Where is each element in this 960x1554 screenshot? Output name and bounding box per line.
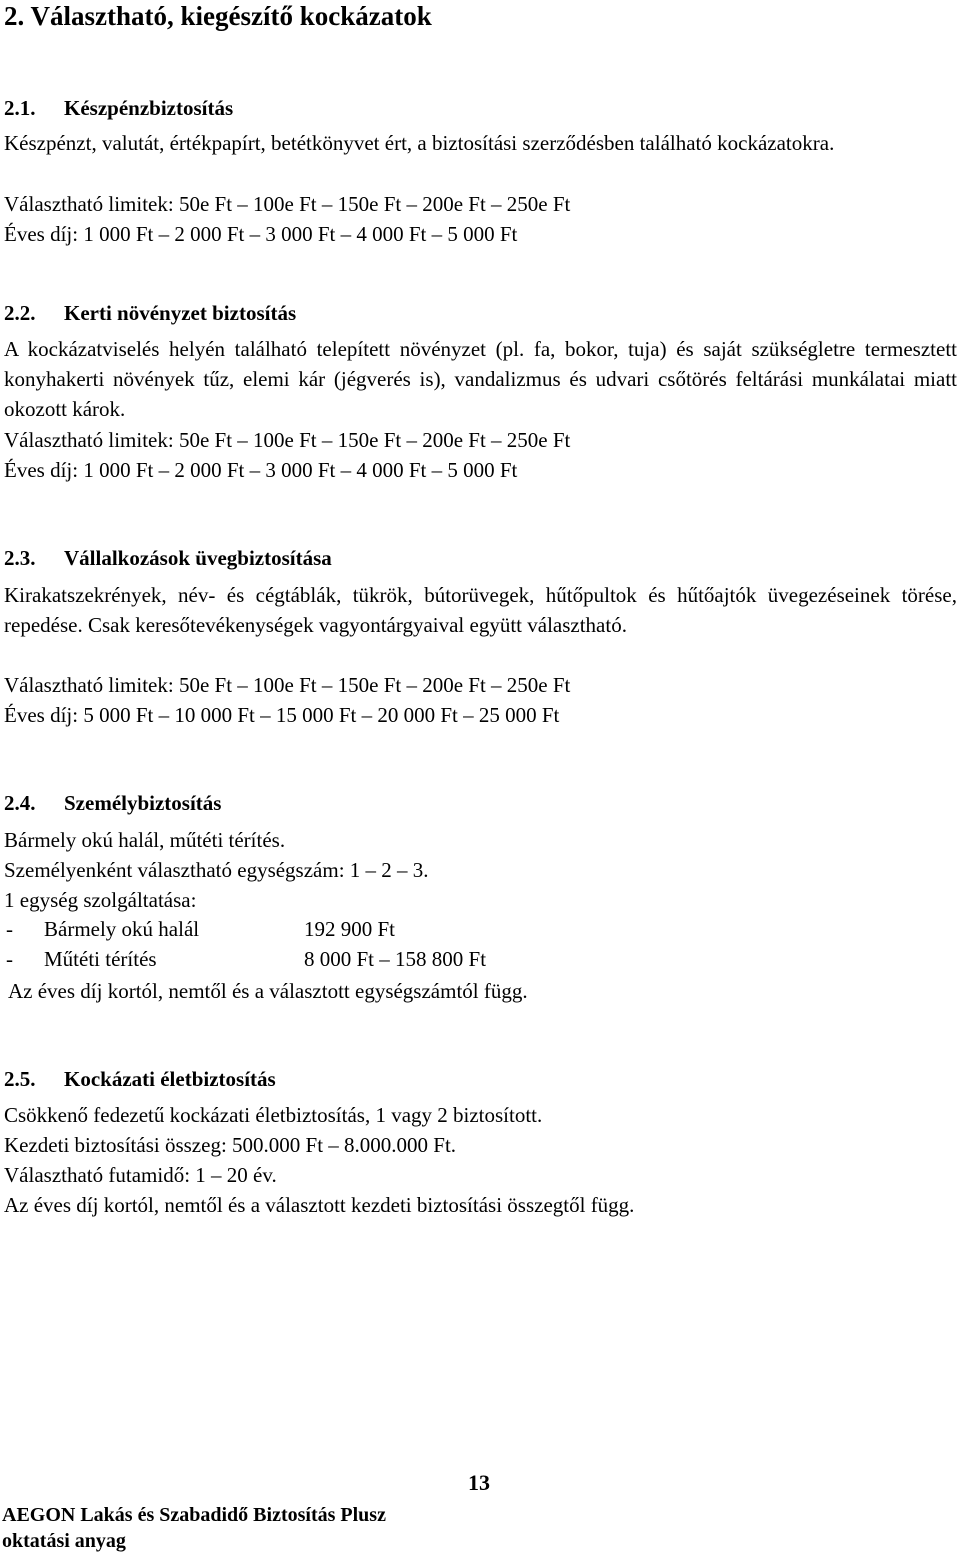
footer-title: AEGON Lakás és Szabadidő Biztosítás Plusz	[2, 1504, 386, 1526]
benefit-list	[6, 914, 486, 974]
section-2-1-heading	[4, 96, 233, 121]
section-title: Személybiztosítás	[64, 791, 222, 815]
section-number: 2.3.	[4, 546, 36, 570]
benefit-label: Műtéti térítés	[44, 947, 157, 971]
section-2-5-line-1: Csökkenő fedezetű kockázati életbiztosítás, 1 vagy 2 biztosított.	[4, 1103, 543, 1127]
section-2-5-line-4: Az éves díj kortól, nemtől és a választott kezdeti biztosítási összegtől függ.	[4, 1193, 635, 1217]
list-item	[6, 944, 486, 974]
section-2-3-fees: Éves díj: 5 000 Ft – 10 000 Ft – 15 000 Ft – 20 000 Ft – 25 000 Ft	[4, 703, 560, 727]
section-2-4-note: Az éves díj kortól, nemtől és a választott egységszámtól függ.	[8, 979, 528, 1003]
section-2-5-line-2: Kezdeti biztosítási összeg: 500.000 Ft – 8.000.000 Ft.	[4, 1133, 457, 1157]
section-number: 2.4.	[4, 791, 36, 815]
section-2-3-heading	[4, 546, 332, 571]
section-2-3-limits: Választható limitek: 50e Ft – 100e Ft – 150e Ft – 200e Ft – 250e Ft	[4, 673, 571, 697]
benefit-label: Bármely okú halál	[44, 917, 200, 941]
page-number: 13	[468, 1470, 490, 1495]
main-heading: 2. Választható, kiegészítő kockázatok	[4, 1, 432, 31]
section-2-5-line-3: Választható futamidő: 1 – 20 év.	[4, 1163, 277, 1187]
section-2-2-fees: Éves díj: 1 000 Ft – 2 000 Ft – 3 000 Ft – 4 000 Ft – 5 000 Ft	[4, 458, 518, 482]
section-title: Kerti növényzet biztosítás	[64, 301, 297, 325]
section-2-5-heading	[4, 1067, 276, 1092]
list-item	[6, 914, 486, 944]
footer-subtitle: oktatási anyag	[2, 1530, 126, 1552]
benefit-value: 192 900 Ft	[304, 917, 396, 941]
section-number: 2.5.	[4, 1067, 36, 1091]
section-2-1-fees: Éves díj: 1 000 Ft – 2 000 Ft – 3 000 Ft – 4 000 Ft – 5 000 Ft	[4, 222, 518, 246]
footer	[2, 1502, 386, 1554]
section-title: Vállalkozások üvegbiztosítása	[64, 546, 332, 570]
benefit-value: 8 000 Ft – 158 800 Ft	[304, 947, 487, 971]
section-2-4-heading	[4, 791, 221, 816]
section-2-2-limits: Választható limitek: 50e Ft – 100e Ft – 150e Ft – 200e Ft – 250e Ft	[4, 428, 571, 452]
section-2-1-description: Készpénzt, valutát, értékpapírt, betétkönyvet ért, a biztosítási szerződésben található kockázatokra.	[4, 131, 835, 155]
section-2-3-description: Kirakatszekrények, név- és cégtáblák, tükrök, bútorüvegek, hűtőpultok és hűtőajtók üvegezéseinek törése, repedése. Csak keresőtevékenységek vagyontárgyaival együtt választható.	[4, 583, 957, 637]
section-title: Kockázati életbiztosítás	[64, 1067, 276, 1091]
section-2-4-line-1: Bármely okú halál, műtéti térítés.	[4, 828, 286, 852]
section-title: Készpénzbiztosítás	[64, 96, 234, 120]
list-bullet: -	[6, 917, 13, 941]
section-number: 2.1.	[4, 96, 36, 120]
section-2-2-description: A kockázatviselés helyén található telepített növényzet (pl. fa, bokor, tuja) és saját szükségletre termesztett konyhakerti növények tűz, elemi kár (jégverés is), vandalizmus és udvari csőtörés feltárási munkálatai miatt okozott károk.	[4, 337, 957, 421]
section-2-2-heading	[4, 301, 296, 326]
list-bullet: -	[6, 947, 13, 971]
section-number: 2.2.	[4, 301, 36, 325]
section-2-1-limits: Választható limitek: 50e Ft – 100e Ft – 150e Ft – 200e Ft – 250e Ft	[4, 192, 571, 216]
section-2-4-line-3: 1 egység szolgáltatása:	[4, 888, 197, 912]
section-2-4-line-2: Személyenként választható egységszám: 1 – 2 – 3.	[4, 858, 429, 882]
